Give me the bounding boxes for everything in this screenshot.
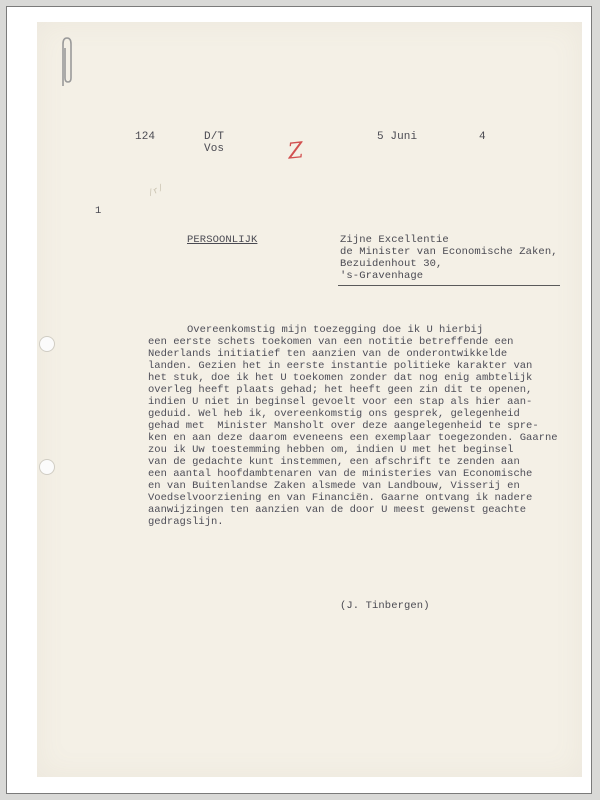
body-line: overleg heeft plaats gehad; het heeft geen zin dit te openen, xyxy=(148,384,533,396)
body-line: ken en aan deze daarom eveneens een exemplaar toegezonden. Gaarne xyxy=(148,432,558,444)
body-line: zou ik Uw toestemming hebben om, indien U met het beginsel xyxy=(148,444,514,456)
body-line: het stuk, doe ik het U toekomen zonder dat nog enig ambtelijk xyxy=(148,372,533,384)
header-ref-top: D/T xyxy=(204,131,225,143)
punch-hole-bottom xyxy=(39,459,55,475)
signature: (J. Tinbergen) xyxy=(340,600,430,612)
header-page: 4 xyxy=(479,131,486,143)
body-line: gedragslijn. xyxy=(148,516,224,528)
body-line: aanwijzingen ten aanzien van de door U meest gewenst geachte xyxy=(148,504,527,516)
body-line: en van Buitenlandse Zaken alsmede van Landbouw, Visserij en xyxy=(148,480,520,492)
body-line: een aantal hoofdambtenaren van de ministeries van Economische xyxy=(148,468,533,480)
body-line: landen. Gezien het in eerste instantie politieke karakter van xyxy=(148,360,533,372)
body-line: gehad met Minister Mansholt over deze aangelegenheid te spre- xyxy=(148,420,539,432)
paperclip-icon xyxy=(57,36,75,88)
body-line: geduid. Wel heb ik, overeenkomstig ons gesprek, gelegenheid xyxy=(148,408,520,420)
body-line: van de gedachte kunt instemmen, een afschrift te zenden aan xyxy=(148,456,520,468)
body-line: Overeenkomstig mijn toezegging doe ik U hierbij xyxy=(187,324,484,336)
address-line-4: 's-Gravenhage xyxy=(340,270,424,282)
body-line: indien U niet in beginsel gevoelt voor een stap als hier aan- xyxy=(148,396,533,408)
faint-annotation: /r/ xyxy=(146,183,166,199)
address-line-1: Zijne Excellentie xyxy=(340,234,449,246)
address-line-3: Bezuidenhout 30, xyxy=(340,258,443,270)
body-line: een eerste schets toekomen van een notitie betreffende een xyxy=(148,336,514,348)
header-date: 5 Juni xyxy=(377,131,418,143)
header-number: 124 xyxy=(135,131,156,143)
punch-hole-top xyxy=(39,336,55,352)
address-underline xyxy=(338,285,560,286)
header-ref-bottom: Vos xyxy=(204,143,225,155)
address-line-2: de Minister van Economische Zaken, xyxy=(340,246,558,258)
heading-persoonlijk: PERSOONLIJK xyxy=(187,234,258,246)
margin-number: 1 xyxy=(95,205,102,217)
body-line: Nederlands initiatief ten aanzien van de onderontwikkelde xyxy=(148,348,508,360)
body-line: Voedselvoorziening en van Financiën. Gaarne ontvang ik nadere xyxy=(148,492,533,504)
handwritten-mark: Z xyxy=(286,138,305,165)
